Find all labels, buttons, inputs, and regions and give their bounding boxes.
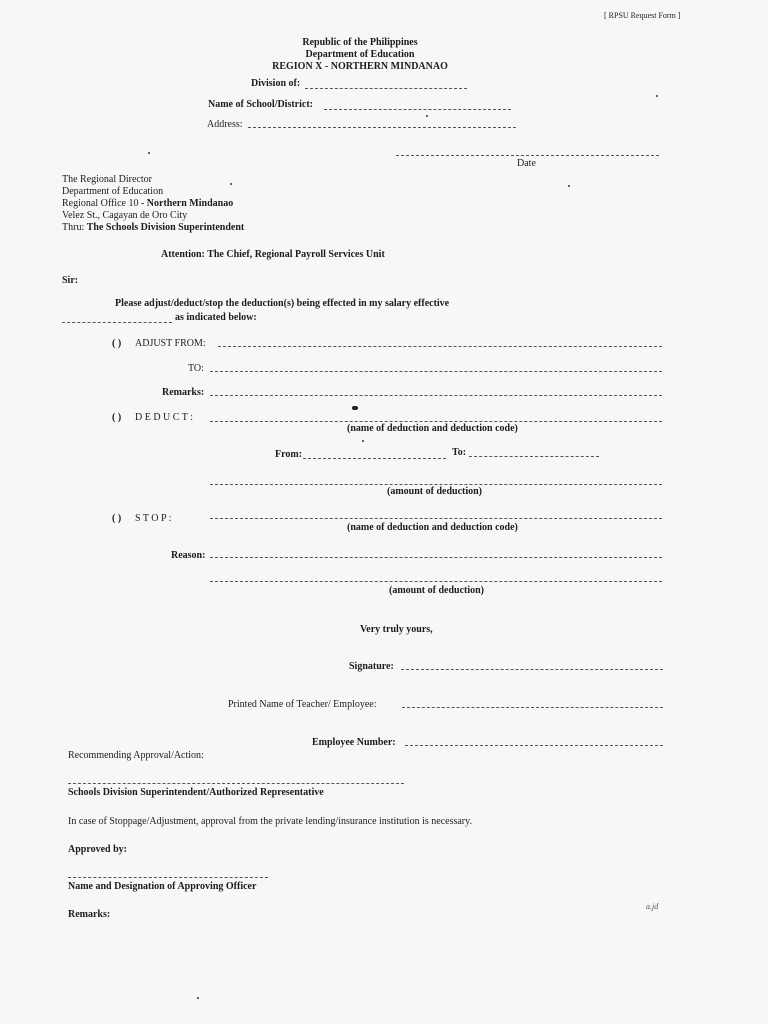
- deduct-from-label: From:: [275, 449, 303, 460]
- stop-amount-field[interactable]: [210, 581, 662, 582]
- employee-number-field[interactable]: [405, 745, 663, 746]
- division-label: Division of:: [251, 78, 301, 89]
- scan-blot: [352, 406, 358, 410]
- stop-checkbox[interactable]: ( ): [112, 513, 122, 524]
- recommending-label: Recommending Approval/Action:: [68, 750, 204, 761]
- address-field[interactable]: [248, 127, 516, 128]
- salutation: Sir:: [62, 275, 79, 286]
- signature-label: Signature:: [349, 661, 394, 672]
- addressee-office: Regional Office 10 - Northern Mindanao: [62, 198, 234, 209]
- closing-yours: Very truly yours,: [360, 624, 433, 635]
- deduct-to-label: To:: [452, 447, 467, 458]
- scan-speck: [568, 185, 570, 187]
- scan-speck: [197, 997, 199, 999]
- adjust-label: ADJUST FROM:: [135, 338, 206, 349]
- deduct-label: D E D U C T :: [135, 412, 193, 423]
- addressee-director: The Regional Director: [62, 174, 152, 185]
- address-label: Address:: [207, 119, 243, 130]
- division-field[interactable]: [305, 88, 467, 89]
- scan-speck: [656, 95, 658, 97]
- header-republic: Republic of the Philippines: [302, 37, 418, 48]
- form-id: [ RPSU Request Form ]: [604, 11, 681, 20]
- school-field[interactable]: [324, 109, 511, 110]
- approving-officer-caption: Name and Designation of Approving Officer: [68, 881, 257, 892]
- deduct-from-field[interactable]: [303, 458, 446, 459]
- adjust-from-field[interactable]: [218, 346, 662, 347]
- adjust-remarks-label: Remarks:: [162, 387, 205, 398]
- header-region: REGION X - NORTHERN MINDANAO: [272, 61, 448, 72]
- body-text-line1: Please adjust/deduct/stop the deduction(s) being effected in my salary effective: [115, 298, 450, 309]
- scan-speck: [426, 115, 428, 117]
- printed-name-field[interactable]: [402, 707, 663, 708]
- deduct-name-field[interactable]: [210, 421, 662, 422]
- school-label: Name of School/District:: [208, 99, 313, 110]
- stop-name-field[interactable]: [210, 518, 662, 519]
- date-field[interactable]: [396, 155, 659, 156]
- employee-number-label: Employee Number:: [312, 737, 396, 748]
- handwritten-mark: a.jd: [646, 902, 659, 911]
- deduct-to-field[interactable]: [469, 456, 599, 457]
- adjust-to-label: TO:: [188, 363, 204, 374]
- scan-speck: [148, 152, 150, 154]
- adjust-to-field[interactable]: [210, 371, 662, 372]
- effective-date-field[interactable]: [62, 322, 172, 323]
- addressee-department: Department of Education: [62, 186, 164, 197]
- header-department: Department of Education: [305, 49, 415, 60]
- addressee-street: Velez St., Cagayan de Oro City: [62, 210, 188, 221]
- stop-amount-caption: (amount of deduction): [389, 585, 485, 596]
- printed-name-label: Printed Name of Teacher/ Employee:: [228, 699, 377, 710]
- deduct-name-caption: (name of deduction and deduction code): [347, 423, 518, 434]
- date-label: Date: [517, 158, 536, 169]
- bottom-remarks-label: Remarks:: [68, 909, 111, 920]
- deduct-checkbox[interactable]: ( ): [112, 412, 122, 423]
- attention-line: Attention: The Chief, Regional Payroll Services Unit: [161, 249, 385, 260]
- stop-reason-field[interactable]: [210, 557, 662, 558]
- deduct-amount-field[interactable]: [210, 484, 662, 485]
- body-text-line2: as indicated below:: [175, 312, 257, 323]
- approval-note: In case of Stoppage/Adjustment, approval from the private lending/insurance institution is necessary.: [68, 816, 472, 827]
- adjust-remarks-field[interactable]: [210, 395, 662, 396]
- stop-name-caption: (name of deduction and deduction code): [347, 522, 518, 533]
- scan-speck: [230, 183, 232, 185]
- scan-speck: [362, 440, 364, 442]
- addressee-thru: Thru: The Schools Division Superintendent: [62, 222, 245, 233]
- superintendent-caption: Schools Division Superintendent/Authorized Representative: [68, 787, 324, 798]
- signature-field[interactable]: [401, 669, 663, 670]
- recommending-signature-field[interactable]: [68, 783, 404, 784]
- stop-label: S T O P :: [135, 513, 172, 524]
- stop-reason-label: Reason:: [171, 550, 206, 561]
- deduct-amount-caption: (amount of deduction): [387, 486, 483, 497]
- approving-officer-field[interactable]: [68, 877, 268, 878]
- approved-by-label: Approved by:: [68, 844, 127, 855]
- adjust-checkbox[interactable]: ( ): [112, 338, 122, 349]
